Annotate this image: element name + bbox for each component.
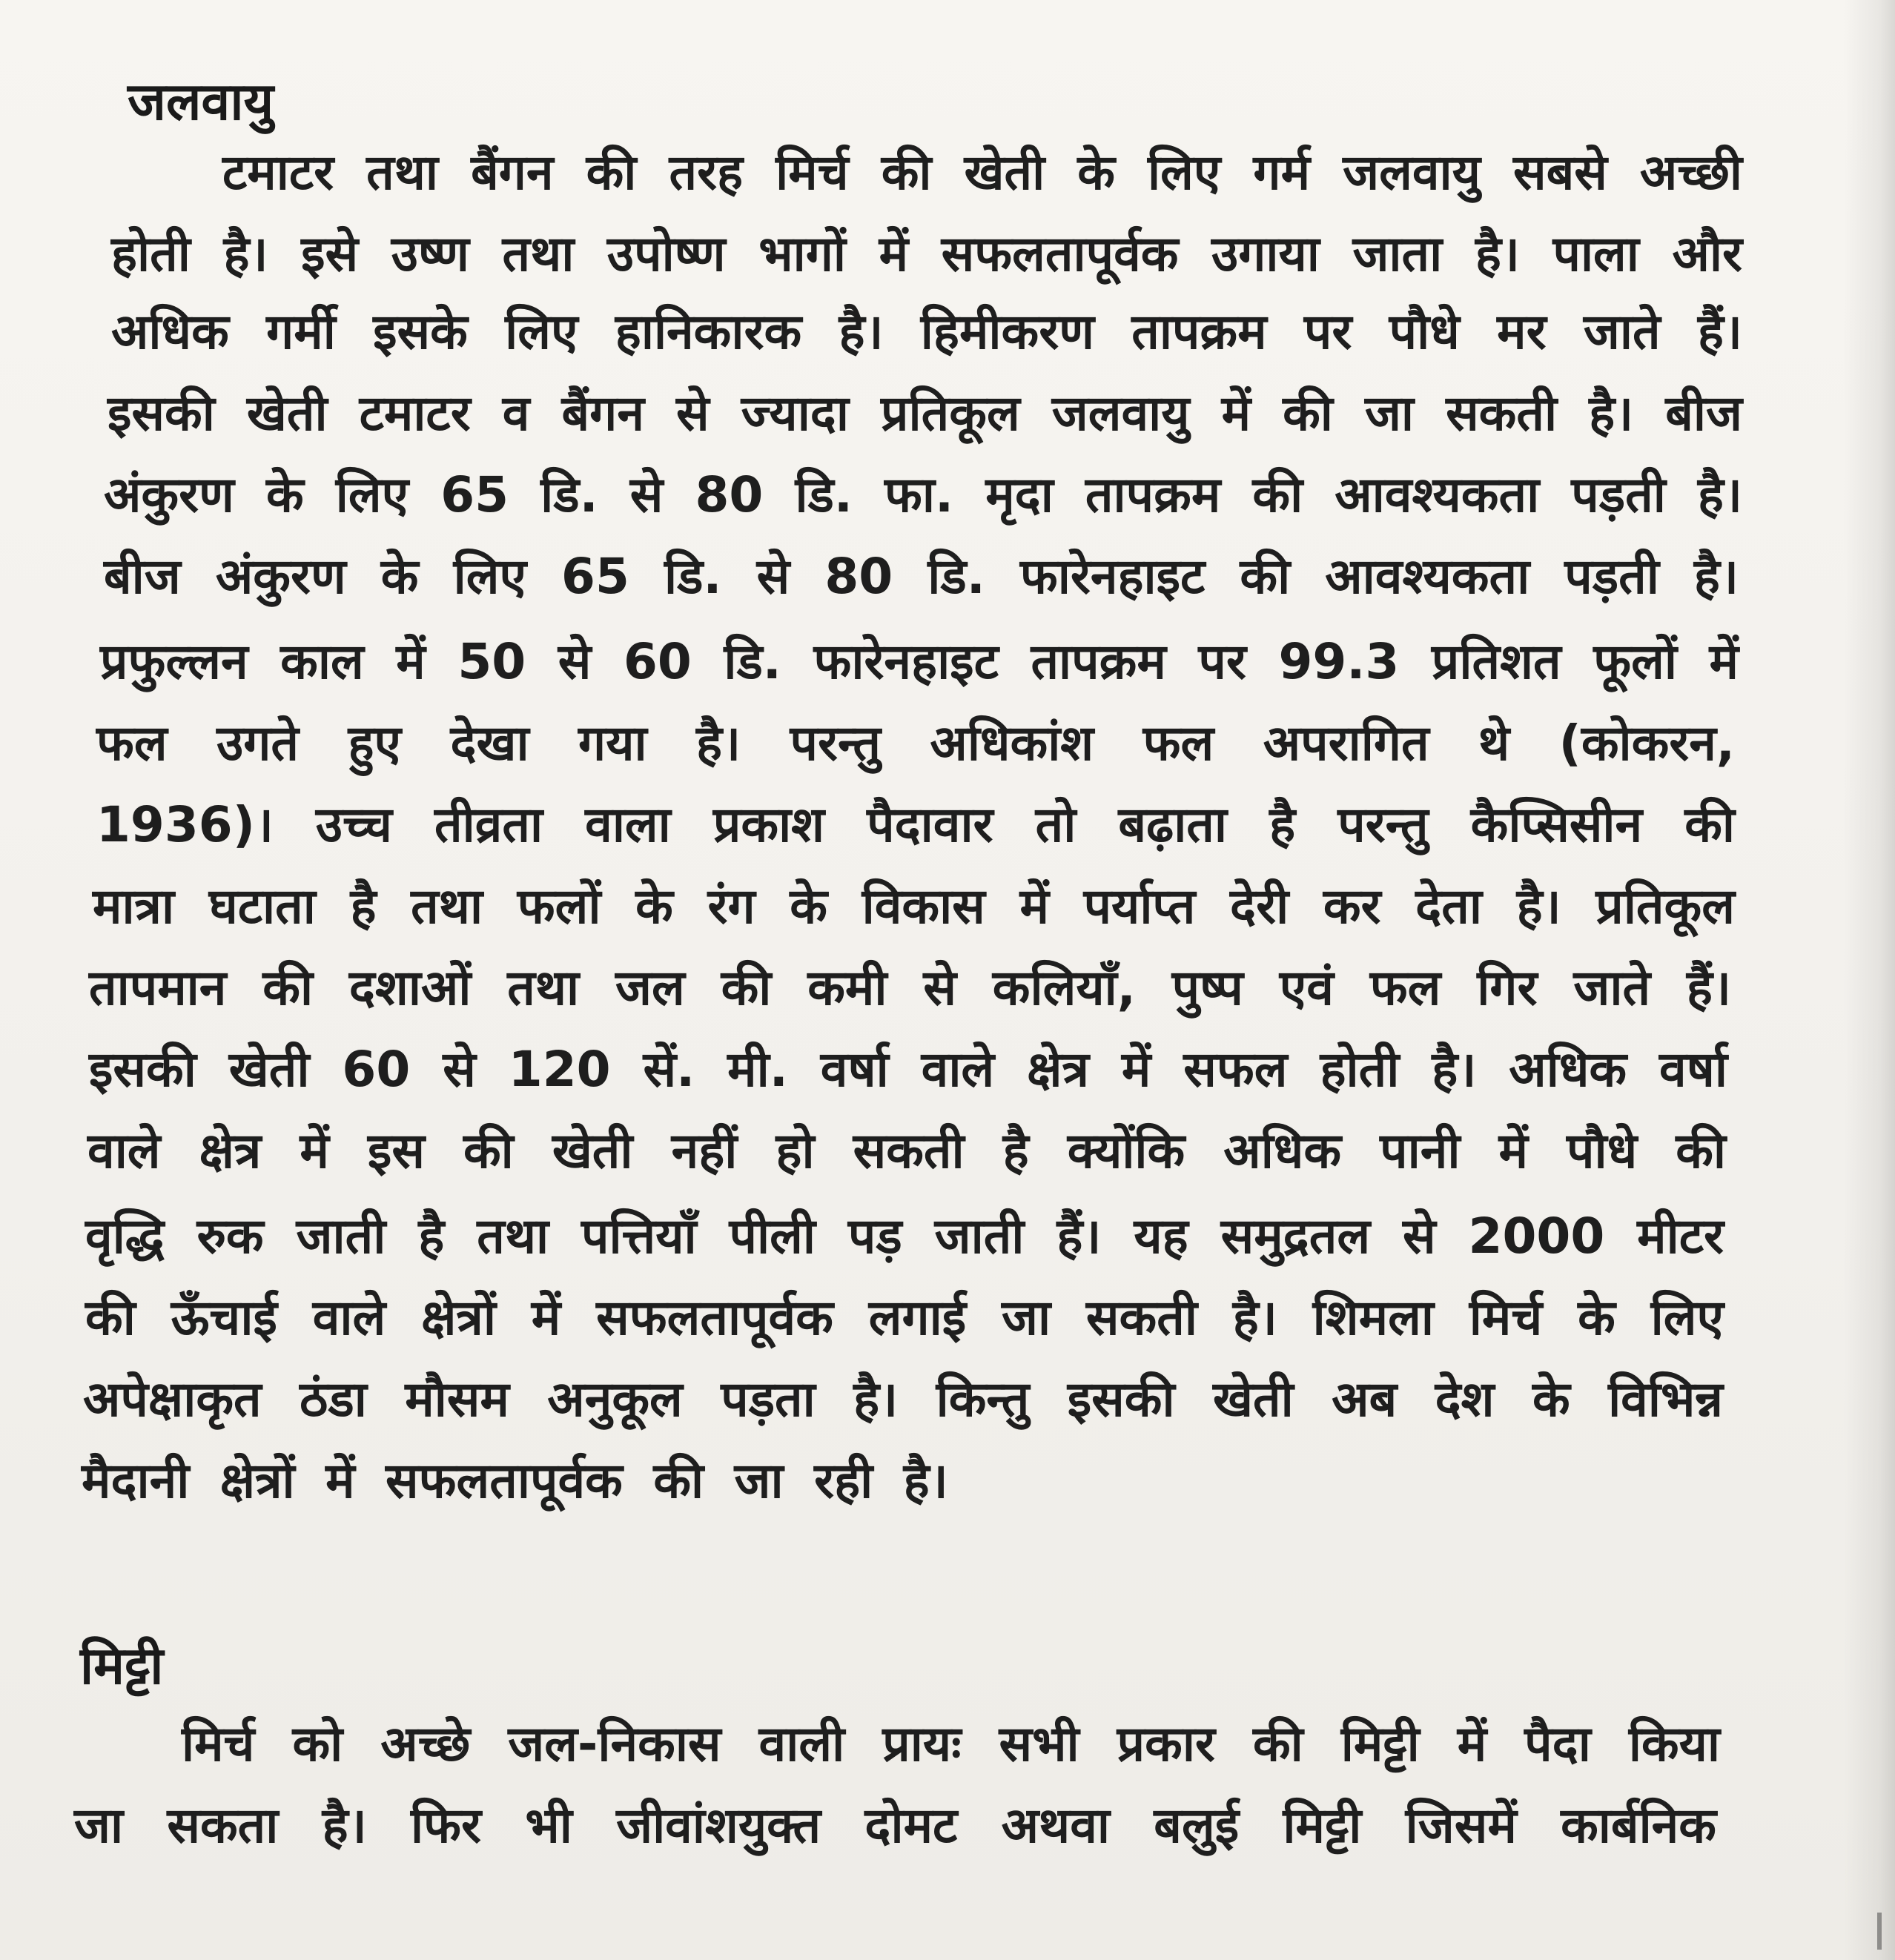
- climate-line-5: अंकुरण के लिए 65 डि. से 80 डि. फा. मृदा तापक्रम की आवश्यकता पड़ती है।: [104, 466, 1742, 523]
- page-edge-shadow: [1843, 0, 1895, 1960]
- climate-line-4: इसकी खेती टमाटर व बैंगन से ज्यादा प्रतिकूल जलवायु में की जा सकती है। बीज: [108, 385, 1742, 442]
- climate-line-13: वाले क्षेत्र में इस की खेती नहीं हो सकती है क्योंकि अधिक पानी में पौधे की: [87, 1122, 1726, 1179]
- climate-line-7: प्रफुल्लन काल में 50 से 60 डि. फारेनहाइट तापक्रम पर 99.3 प्रतिशत फूलों में: [100, 633, 1739, 690]
- climate-line-14: वृद्धि रुक जाती है तथा पत्तियाँ पीली पड़ जाती हैं। यह समुद्रतल से 2000 मीटर: [85, 1208, 1724, 1265]
- climate-line-10: मात्रा घटाता है तथा फलों के रंग के विकास में पर्याप्त देरी कर देता है। प्रतिकूल: [93, 878, 1735, 935]
- climate-line-8: फल उगते हुए देखा गया है। परन्तु अधिकांश फल अपरागित थे (कोकरन,: [96, 715, 1735, 772]
- soil-heading: मिट्टी: [80, 1635, 164, 1696]
- climate-line-1: टमाटर तथा बैंगन की तरह मिर्च की खेती के लिए गर्म जलवायु सबसे अच्छी: [222, 144, 1742, 201]
- soil-line-2: जा सकता है। फिर भी जीवांशयुक्त दोमट अथवा बलुई मिट्टी जिसमें कार्बनिक: [74, 1797, 1716, 1854]
- climate-line-2: होती है। इसे उष्ण तथा उपोष्ण भागों में सफलतापूर्वक उगाया जाता है। पाला और: [111, 225, 1742, 282]
- climate-line-12: इसकी खेती 60 से 120 सें. मी. वर्षा वाले क्षेत्र में सफल होती है। अधिक वर्षा: [89, 1041, 1727, 1098]
- climate-heading: जलवायु: [128, 71, 274, 132]
- climate-line-3: अधिक गर्मी इसके लिए हानिकारक है। हिमीकरण तापक्रम पर पौधे मर जाते हैं।: [111, 303, 1742, 360]
- soil-line-1: मिर्च को अच्छे जल-निकास वाली प्रायः सभी प्रकार की मिट्टी में पैदा किया: [182, 1715, 1720, 1772]
- climate-line-17: मैदानी क्षेत्रों में सफलतापूर्वक की जा रही है।: [82, 1452, 948, 1509]
- climate-line-15: की ऊँचाई वाले क्षेत्रों में सफलतापूर्वक लगाई जा सकती है। शिमला मिर्च के लिए: [85, 1289, 1724, 1346]
- climate-line-11: तापमान की दशाओं तथा जल की कमी से कलियाँ, पुष्प एवं फल गिर जाते हैं।: [89, 959, 1731, 1016]
- climate-line-6: बीज अंकुरण के लिए 65 डि. से 80 डि. फारेनहाइट की आवश्यकता पड़ती है।: [104, 548, 1739, 605]
- page-edge-mark: [1877, 1913, 1882, 1950]
- climate-line-16: अपेक्षाकृत ठंडा मौसम अनुकूल पड़ता है। किन्तु इसकी खेती अब देश के विभिन्न: [83, 1371, 1723, 1428]
- climate-line-9: 1936)। उच्च तीव्रता वाला प्रकाश पैदावार तो बढ़ाता है परन्तु कैप्सिसीन की: [96, 796, 1735, 853]
